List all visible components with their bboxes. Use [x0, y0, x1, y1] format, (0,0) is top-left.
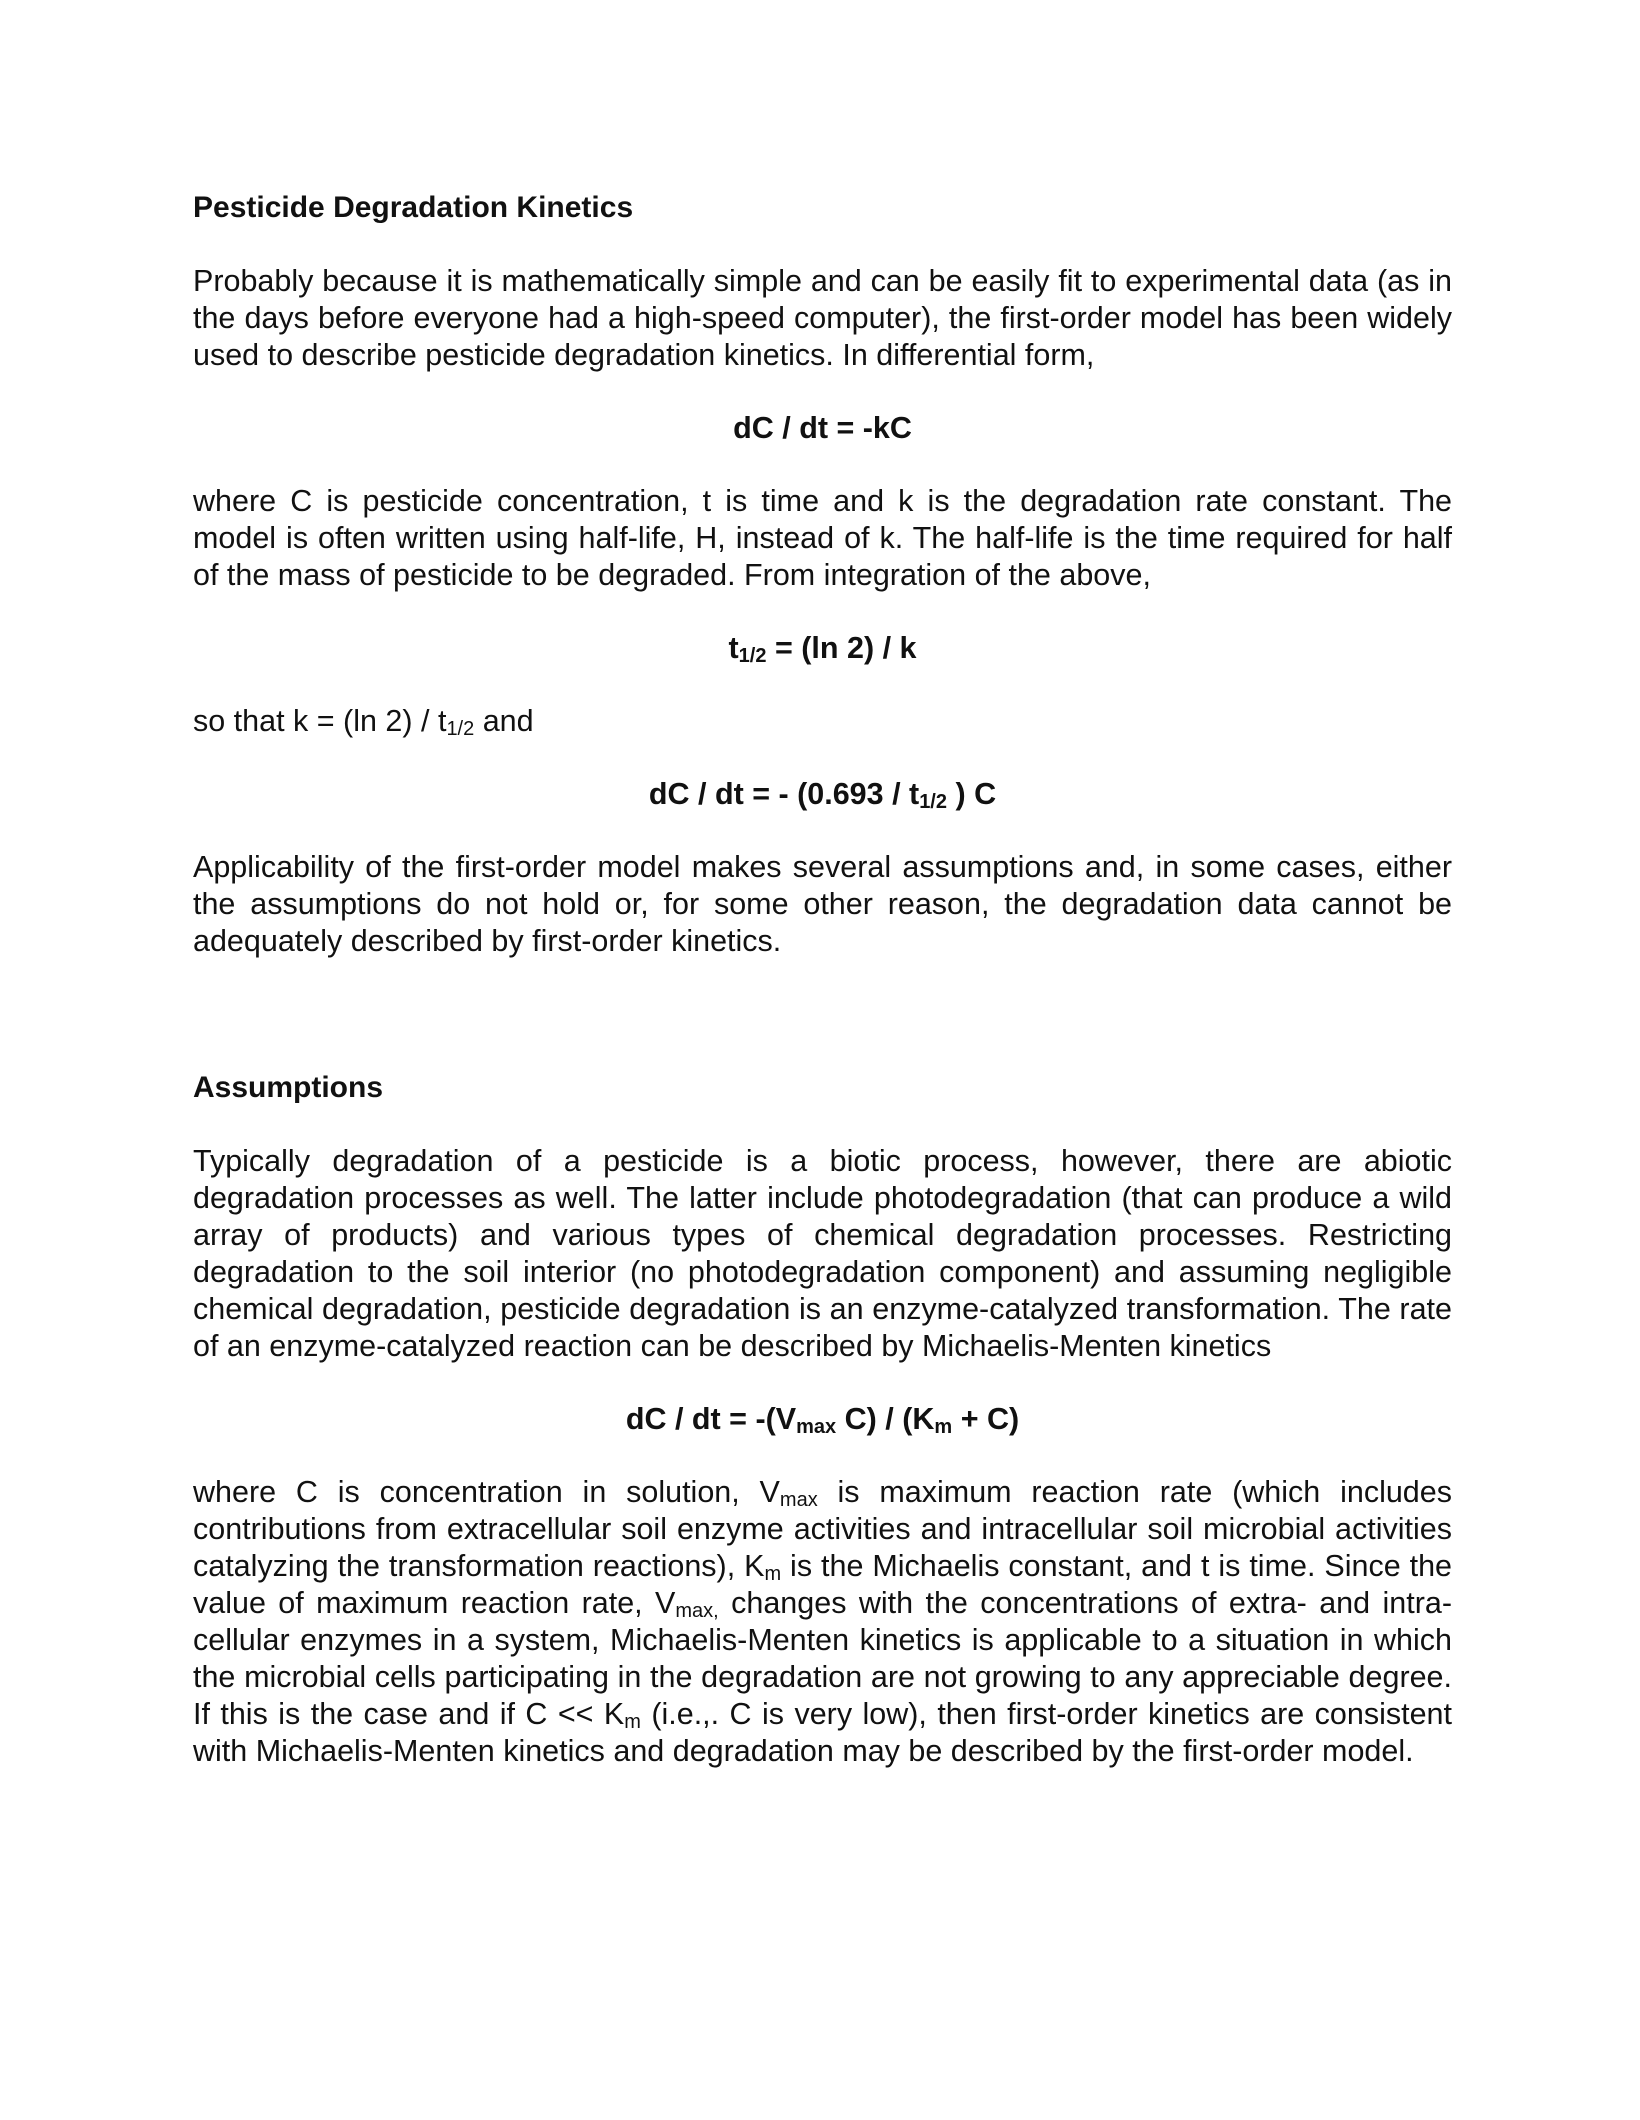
equation-rate-half-life — [193, 776, 1452, 813]
paragraph-michaelis-explanation — [193, 1474, 1452, 1770]
text-subscript: 1/2 — [446, 718, 475, 740]
paragraph-applicability: Applicability of the first-order model makes several assumptions and, in some cases, either the assumptions do not hold or, for some other reason, the degradation data cannot be adequately described by first-order kinetics. — [193, 850, 1452, 958]
paragraph-so-that — [193, 703, 1452, 740]
text-span: is maximum reaction rate (which includes contributions from extracellular soil enzyme activities and intracellular soil microbial activities catalyzing the transformation reactions), K — [193, 1475, 1452, 1583]
text-span: and — [474, 704, 534, 738]
paragraph-intro: Probably because it is mathematically simple and can be easily fit to experimental data (as in the days before everyone had a high-speed computer), the first-order model has been widely used to describe pesticide degradation kinetics. In differential form, — [193, 264, 1452, 372]
text-span: (i.e.,. C is very low), then first-order kinetics are consistent with Michaelis-Menten kinetics and degradation may be described by the first-order model. — [193, 1697, 1452, 1768]
eq-subscript: 1/2 — [919, 791, 947, 813]
eq-text: C) / (K — [836, 1402, 935, 1436]
eq-subscript: m — [934, 1416, 953, 1438]
paragraph-definitions: where C is pesticide concentration, t is time and k is the degradation rate constant. The model is often written using half-life, H, instead of k. The half-life is the time required for half of the mass of pesticide to be degraded. From integration of the above, — [193, 484, 1452, 592]
text-span: is the Michaelis constant, and t is time. Since the value of maximum reaction rate, V — [193, 1549, 1452, 1620]
text-span: changes with the concentrations of extra- and intra-cellular enzymes in a system, Michaelis-Menten kinetics is applicable to a situation in which the microbial cells participating in the degradation are not growing to any appreciable degree. If this is the case and if C << K — [193, 1586, 1452, 1731]
eq-subscript: max — [796, 1416, 837, 1438]
section-heading-assumptions: Assumptions — [193, 1071, 384, 1104]
eq-text: t — [728, 631, 739, 665]
paragraph-biotic: Typically degradation of a pesticide is a biotic process, however, there are abiotic degradation processes as well. The latter include photodegradation (that can produce a wild array of products) and various types of chemical degradation processes. Restricting degradation to the soil interior (no photodegradation component) and assuming negligible chemical degradation, pesticide degradation is an enzyme-catalyzed transformation. The rate of an enzyme-catalyzed reaction can be described by Michaelis-Menten kinetics — [193, 1144, 1452, 1363]
equation-first-order: dC / dt = -kC — [733, 411, 912, 445]
eq-subscript: 1/2 — [738, 645, 767, 667]
text-span: where C is concentration in solution, V — [193, 1475, 780, 1509]
eq-text: = (ln 2) / k — [766, 631, 917, 665]
equation-michaelis-menten — [193, 1401, 1452, 1438]
text-subscript: max — [779, 1489, 818, 1511]
eq-text: ) C — [947, 777, 997, 811]
eq-text: dC / dt = -(V — [625, 1402, 797, 1436]
text-subscript: max, — [675, 1600, 719, 1622]
eq-text: + C) — [952, 1402, 1020, 1436]
equation-half-life — [193, 630, 1452, 667]
section-heading-kinetics: Pesticide Degradation Kinetics — [193, 191, 634, 224]
text-span: so that k = (ln 2) / t — [193, 704, 447, 738]
text-subscript: m — [624, 1711, 641, 1733]
eq-text: dC / dt = - (0.693 / t — [648, 777, 920, 811]
text-subscript: m — [764, 1563, 782, 1585]
